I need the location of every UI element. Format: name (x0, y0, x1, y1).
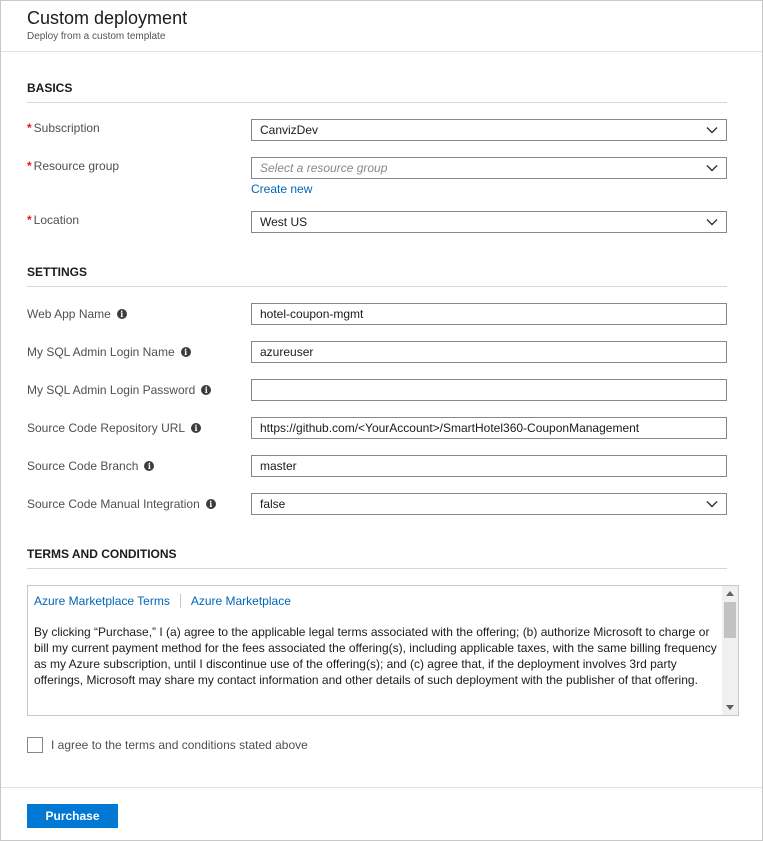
chevron-down-icon (706, 164, 718, 172)
branch-label: Source Code Branch i (27, 458, 154, 474)
web-app-name-value: hotel-coupon-mgmt (260, 307, 364, 321)
info-icon[interactable]: i (191, 423, 201, 433)
terms-links (34, 594, 291, 608)
sql-login-password-input[interactable] (251, 379, 727, 401)
info-icon[interactable]: i (117, 309, 127, 319)
sql-login-name-label: My SQL Admin Login Name i (27, 344, 191, 360)
chevron-down-icon (706, 218, 718, 226)
scroll-up-icon[interactable] (726, 591, 734, 596)
basics-section-title: BASICS (27, 81, 73, 95)
location-value: West US (260, 215, 308, 229)
agree-row (27, 737, 308, 753)
resource-group-label: * Resource group (27, 159, 120, 173)
info-icon[interactable]: i (206, 499, 216, 509)
terms-scrollbar[interactable] (722, 586, 738, 715)
terms-text: By clicking “Purchase,” I (a) agree to the applicable legal terms associated with the offering; (b) authorize Microsoft to charge or bill my current payment method for the fees associated the offering(s), including applicable taxes, with the same billing frequency as my Azure subscription, until I discontinue use of the offering(s); and (c) agree that, if the deployment involves 3rd party offerings, Microsoft may share my contact information and other details of such deployment with the publisher of that offering. (34, 625, 717, 687)
chevron-down-icon (706, 500, 718, 508)
scroll-thumb[interactable] (724, 602, 736, 638)
web-app-name-input[interactable] (251, 303, 727, 325)
marketplace-terms-link[interactable]: Azure Marketplace Terms (34, 594, 170, 608)
create-new-resource-group-link[interactable]: Create new (251, 182, 313, 196)
purchase-button[interactable]: Purchase (27, 804, 118, 828)
terms-divider (27, 568, 727, 569)
agree-checkbox[interactable] (27, 737, 43, 753)
basics-divider (27, 102, 727, 103)
terms-box (27, 585, 739, 716)
manual-integration-label: Source Code Manual Integration i (27, 496, 216, 512)
settings-divider (27, 286, 727, 287)
header-divider (1, 51, 762, 52)
settings-section-title: SETTINGS (27, 265, 88, 279)
subscription-label: * Subscription (27, 121, 100, 135)
sql-login-name-value: azureuser (260, 345, 314, 359)
page-title: Custom deployment (27, 8, 188, 28)
required-asterisk: * (27, 121, 32, 135)
web-app-name-label: Web App Name i (27, 306, 127, 322)
sql-login-name-input[interactable] (251, 341, 727, 363)
resource-group-dropdown[interactable] (251, 157, 727, 179)
terms-section-title: TERMS AND CONDITIONS (27, 547, 177, 561)
required-asterisk: * (27, 213, 32, 227)
sql-login-password-label: My SQL Admin Login Password i (27, 382, 211, 398)
subscription-dropdown[interactable] (251, 119, 727, 141)
page-subtitle: Deploy from a custom template (27, 31, 166, 42)
link-divider (180, 594, 181, 608)
resource-group-placeholder: Select a resource group (260, 161, 388, 175)
subscription-value: CanvizDev (260, 123, 319, 137)
manual-integration-value: false (260, 497, 286, 511)
branch-input[interactable] (251, 455, 727, 477)
info-icon[interactable]: i (201, 385, 211, 395)
location-label: * Location (27, 213, 80, 227)
repo-url-input[interactable] (251, 417, 727, 439)
location-dropdown[interactable] (251, 211, 727, 233)
manual-integration-dropdown[interactable] (251, 493, 727, 515)
blade-header (27, 7, 187, 42)
repo-url-value: https://github.com/<YourAccount>/SmartHotel360-CouponManagement (260, 421, 640, 435)
required-asterisk: * (27, 159, 32, 173)
footer-divider (1, 787, 762, 788)
scroll-down-icon[interactable] (726, 705, 734, 710)
chevron-down-icon (706, 126, 718, 134)
marketplace-link[interactable]: Azure Marketplace (190, 594, 291, 608)
branch-value: master (260, 459, 297, 473)
repo-url-label: Source Code Repository URL i (27, 420, 201, 436)
info-icon[interactable]: i (181, 347, 191, 357)
agree-label[interactable]: I agree to the terms and conditions stated above (51, 738, 308, 752)
info-icon[interactable]: i (144, 461, 154, 471)
